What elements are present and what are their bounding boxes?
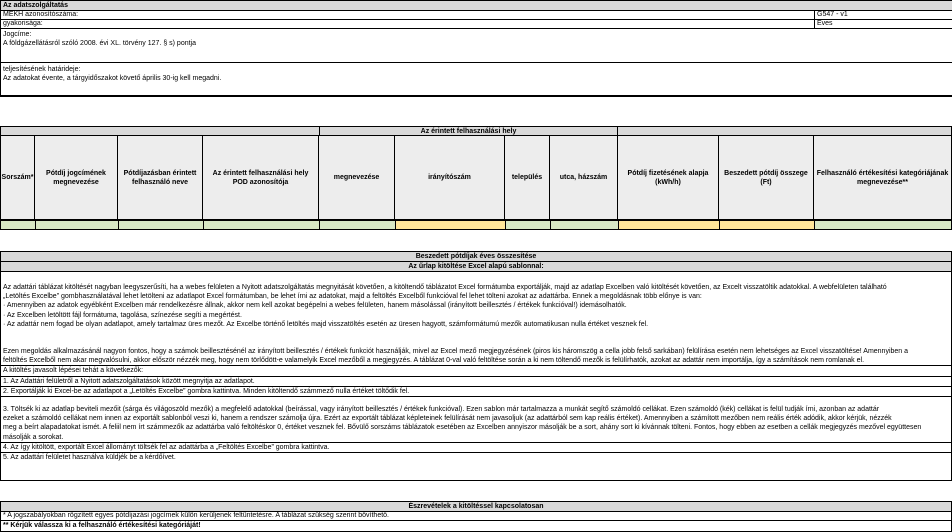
legal-basis-label: Jogcíme: xyxy=(3,31,32,38)
legal-basis xyxy=(0,28,952,63)
mekh-label: MEKH azonosítószáma: xyxy=(0,10,815,20)
instruction-line: feltöltés Excelből nem akar megvalósulni, akkor először nézzék meg, hogy nem törlődött-e valamelyik Excel mezőből a megjegyzés. A táblázat 0-val való feltöltése során a ki nem töltendő mezők is felülírhatók, azokat az adattár nem importálja, így a számítások nem romlanak el. xyxy=(3,357,865,365)
notes-box xyxy=(0,511,952,532)
instruction-line xyxy=(1,396,951,405)
legal-basis-value: A földgázellátásról szóló 2008. évi XL. törvény 127. § s) pontja xyxy=(3,40,197,47)
instruction-step: 3. Töltsék ki az adatlap beviteli mezőit (sárga és világoszöld mezők) a megfelelő adatokkal (beírással, vagy irányított beillesztés / értékek funkcióval). Ezen sablon már tartalmazza a munkát segítő számoldó cellákat. Ezen számoldó (kék) cellákat is felül tudják írni, azonban az adattár xyxy=(3,406,880,414)
deadline-value: Az adatokat évente, a tárgyidőszakot követő április 30-ig kell megadni. xyxy=(3,75,222,82)
deadline xyxy=(0,62,952,97)
instruction-step: 2. Exportálják ki Excel-be az adatlapot a „Letöltés Excelbe” gombra kattintva. Minden kitöltendő számmező nulla értéket töltődik fel. xyxy=(1,386,951,396)
col-megnevezese: megnevezése xyxy=(319,135,395,220)
input-megnevezese[interactable] xyxy=(319,220,396,230)
input-potdij-alapja[interactable] xyxy=(618,220,720,230)
instruction-step: 5. Az adattári felületet használva küldjék be a kérdőívet. xyxy=(1,452,951,462)
instruction-bullet: · Az Excelben letöltött fájl formátuma, tagolása, színezése segíti a megértést. xyxy=(3,311,242,319)
input-utca[interactable] xyxy=(550,220,619,230)
input-jogcim[interactable] xyxy=(35,220,119,230)
col-potdij-alapja: Pótdíj fizetésének alapja (kWh/h) xyxy=(618,135,719,220)
col-felhasznalo-neve: Pótdíjazásban érintett felhasználó neve xyxy=(118,135,203,220)
instruction-line: Ezen megoldás alkalmazásánál nagyon fontos, hogy a számok beillesztésénél az irányított beillesztés / értékek funkciót használják, mivel az Excel mező megjegyzésének (piros kis háromszög a cella jobb felső sarkában) felülírása esetén nem lehetséges az Excel visszatöltése! Amennyiben a xyxy=(3,348,909,356)
input-beszedett-potdij[interactable] xyxy=(719,220,815,230)
mekh-value: G547 - v1 xyxy=(814,10,952,20)
input-pod-azonosito[interactable] xyxy=(203,220,320,230)
instruction-bullet: · Amennyiben az adatok egyébként Excelben már rendelkezésre állnak, akkor nem kell azokat begépelni a webes felületen, hanem másolással (irányított beillesztés / értékek funkcióval!) idemásolhatók. xyxy=(3,302,627,310)
note-2: ** Kérjük válassza ki a felhasználó értékesítési kategóriáját! xyxy=(3,522,201,530)
note-1: * A jogszabályokban rögzített egyes pótdíjazási jogcímek külön kerüljenek feltüntetésre. A táblázat szükség szerint bővíthető. xyxy=(1,511,951,521)
deadline-label: teljesítésének határideje: xyxy=(3,66,81,73)
frequency-value: Éves xyxy=(814,19,952,29)
input-ertekesitesi-kategoria[interactable] xyxy=(814,220,952,230)
col-jogcim: Pótdíj jogcímének megnevezése xyxy=(35,135,118,220)
instruction-line: másolják a sorokat. xyxy=(3,433,64,441)
col-telepules: település xyxy=(505,135,550,220)
instruction-step: 1. Az Adattári felületről a Nyitott adatszolgáltatások között megnyitja az adatlapot. xyxy=(1,376,951,386)
frequency-label: gyakorisága: xyxy=(0,19,815,29)
notes-title: Észrevételek a kitöltéssel kapcsolatosan xyxy=(0,501,952,512)
col-beszedett-potdij: Beszedett pótdíj összege (Ft) xyxy=(719,135,814,220)
col-sorszam: Sorszám* xyxy=(0,135,35,220)
instruction-line xyxy=(1,329,951,338)
instruction-line: meg a beírt alapadatokat ismét. A feliil nem írt számmezők az adattárba való feltöltéskor 0, értéket vesznek fel. Bővülő sorszáms táblázatok esetében az Excelben annyiszor másolják be a sort, ahány sort ki kívánnak tölteni. Fontos, hogy ebben az esetben a cellák megjegyzés mezővel együttesen xyxy=(3,424,922,432)
col-ertekesitesi-kategoria: Felhasználó értékesítési kategóriájának megnevezése** xyxy=(814,135,952,220)
input-felhasznalo-neve[interactable] xyxy=(118,220,204,230)
col-iranyitoszam: irányítószám xyxy=(395,135,505,220)
section-title: Az adatszolgáltatás xyxy=(0,0,952,11)
instruction-bullet: · Az adattár nem fogad be olyan adatlapot, amely tartalmaz üres mezőt. Az Excelbe történő letöltés majd visszatöltés esetén az üresen hagyott, számformátumú mezők automatikusan nulla értéket vesznek fel. xyxy=(3,320,649,328)
group-header: Az érintett felhasználási hely xyxy=(319,126,618,136)
input-sorszam[interactable] xyxy=(0,220,36,230)
instruction-step: 4. Az így kitöltött, exportált Excel állományt töltsék fel az adattárba a „Feltöltés Excelbe” gombra kattintva. xyxy=(1,442,951,452)
col-pod-azonosito: Az érintett felhasználási hely POD azonosítója xyxy=(203,135,319,220)
data-table xyxy=(0,126,952,230)
input-iranyitoszam[interactable] xyxy=(395,220,506,230)
instruction-line: ezeket a számoldó cellákat nem innen az exportált sablonból veszi ki, hanem a rendszer számolja újra. Ezért az exportált táblázat képleteinek felülírását nem javasoljuk (az adattárból sem kap reális értéket). Amennyiben a számított mezőben nem reális érték adódik, akkor kérjük, nézzék xyxy=(3,415,892,423)
info-block xyxy=(0,0,952,96)
instruction-line: Az adattári táblázat kitöltését nagyban leegyszerűsíti, ha a webes felületen a Nyitott adatszolgáltatás megnyitását követően, a kitöltendő táblázatot Excel formátumba exportálják, majd az adatlap Excelben való kitöltését követően, az Excelt visszatöltik adatokkal. A webfelületen található xyxy=(3,284,887,291)
instruction-line: „Letöltés Excelbe” gombhasználatával lehet letölteni az adatlapot Excel formátumban, be lehet írni az adatokat, majd a feltöltés Excelből funkcióval fel lehet tölteni azokat az adattárba. Ennek a megoldásnak több előnye is van: xyxy=(3,293,702,301)
instruction-line xyxy=(1,338,951,347)
summary-subtitle: Az űrlap kitöltése Excel alapú sablonnal: xyxy=(0,261,952,272)
instruction-line: A kitöltés javasolt lépései tehát a következők: xyxy=(1,365,951,375)
summary-title: Beszedett pótdíjak éves összesítése xyxy=(0,251,952,262)
instructions-box xyxy=(0,271,952,481)
col-utca: utca, házszám xyxy=(550,135,618,220)
input-telepules[interactable] xyxy=(505,220,551,230)
